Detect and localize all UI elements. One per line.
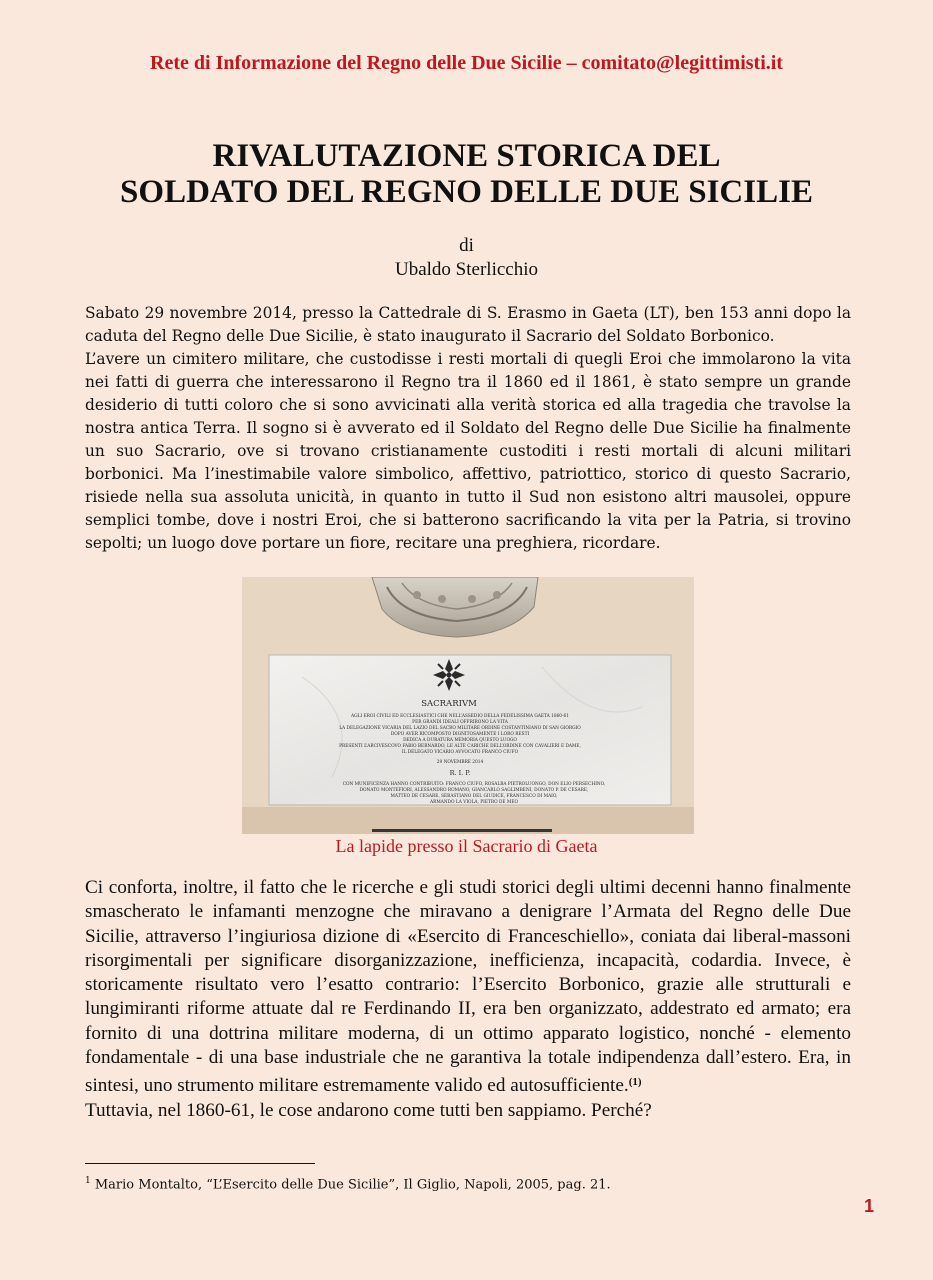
plaque-donor-line: DONATO MONTEFIORI, ALESSANDRO ROMANO, GIANCARLO SAGLIMBENI, DONATO P. DE CESARE, xyxy=(359,788,589,793)
document-title xyxy=(0,138,933,210)
intro-paragraph-2: L’avere un cimitero militare, che custodisse i resti mortali di quegli Eroi che immolarono la vita nei fatti di guerra che interessarono il Regno tra il 1860 ed il 1861, è stato sempre un grande desiderio di tutti coloro che si sono avvicinati alla verità storica ed alla tragedia che travolse la nostra antica Terra. Il sogno si è avverato ed il Soldato del Regno delle Due Sicilie ha finalmente un suo Sacrario, ove si trovano cristianamente custoditi i resti mortali di alcuni militari borbonici. Ma l’inestimabile valore simbolico, affettivo, patriottico, storico di questo Sacrario, risiede nella sua assoluta unicità, in quanto in tutto il Sud non esistono altri mausolei, oppure semplici tombe, dove i nostri Eroi, che si batterono sacrificando la vita per la Patria, si trovino sepolti; un luogo dove portare un fiore, recitare una preghiera, ricordare. xyxy=(85,350,851,552)
plaque-line: AGLI EROI CIVILI ED ECCLESIASTICI CHE NELL’ASSEDIO DELLA FEDELISSIMA GAETA 1860-61 xyxy=(351,714,569,719)
footnote-separator xyxy=(85,1163,315,1164)
plaque-donor-line: ARMANDO LA VIOLA, PIETRO DE MEO xyxy=(430,800,518,805)
plaque-line: DOPO AVER RICOMPOSTO DIGNITOSAMENTE I LORO RESTI xyxy=(390,732,530,737)
body-paragraph-2: Tuttavia, nel 1860-61, le cose andarono come tutti ben sappiamo. Perché? xyxy=(85,1099,652,1121)
byline-di: di xyxy=(459,235,474,256)
plaque-line: PER GRANDI IDEALI OFFRIRONO LA VITA xyxy=(412,720,508,725)
plaque-heading: SACRARIVM xyxy=(421,699,477,709)
plaque-photo xyxy=(242,577,694,834)
byline xyxy=(0,234,933,282)
body-paragraph-1-text: Ci conforta, inoltre, il fatto che le ricerche e gli studi storici degli ultimi decenni hanno finalmente smascherato le infamanti menzogne che miravano a denigrare l’Armata del Regno delle Due Sicilie, attraverso l’ingiuriosa dizione di «Esercito di Franceschiello», coniata dai liberal-massoni risorgimentali per significare disorganizzazione, inefficienza, incapacità, codardia. Invece, è storicamente risultato vero l’esatto contrario: l’Esercito Borbonico, grazie alle strutturali e lungimiranti riforme attuate dal re Ferdinando II, era ben organizzato, addestrato ed armato; era fornito di una dottrina militare moderna, di un ottimo apparato logistico, nonché - elemento fondamentale - di una base industriale che ne garantiva la totale indipendenza dall’estero. Era, in sintesi, uno strumento militare estremamente valido ed autosufficiente. xyxy=(85,877,851,1097)
footnote xyxy=(85,1172,851,1194)
intro-section xyxy=(85,302,851,555)
body-paragraph-1 xyxy=(85,876,851,1099)
page-number: 1 xyxy=(863,1196,874,1216)
photo-caption: La lapide presso il Sacrario di Gaeta xyxy=(335,836,598,856)
main-body xyxy=(85,876,851,1123)
plaque-line: PRESENTI L’ARCIVESCOVO FABIO BERNARDO, LE ALTE CARICHE DELL’ORDINE CON CAVALIERI E DAME, xyxy=(339,744,581,749)
plaque-line: IL DELEGATO VICARIO AVVOCATO FRANCO CIUFO xyxy=(401,750,519,755)
plaque-line: LA DELEGAZIONE VICARIA DEL LAZIO DEL SACRO MILITARE ORDINE COSTANTINIANO DI SAN GIORGIO xyxy=(339,726,581,731)
plaque-illustration xyxy=(242,577,694,834)
author-name: Ubaldo Sterlicchio xyxy=(395,259,538,280)
plaque-donor-line: CON MUNIFICENZA HANNO CONTRIBUITO: FRANCO CIUFO, ROSALBA PIETROLUONGO, DON ELIO PERSECHINO, xyxy=(342,782,606,787)
plaque-line: DEDICA A DURATURA MEMORIA QUESTO LUOGO xyxy=(403,738,517,743)
footnote-text: Mario Montalto, “L’Esercito delle Due Sicilie”, Il Giglio, Napoli, 2005, pag. 21. xyxy=(90,1177,611,1193)
page-header: Rete di Informazione del Regno delle Due Sicilie – comitato@legittimisti.it xyxy=(150,52,783,74)
plaque-rip: R. I. P. xyxy=(449,769,471,777)
title-line-1: RIVALUTAZIONE STORICA DEL xyxy=(212,138,721,174)
plaque-donor-line: MATTEO DE CESARE, SEBASTIANO DEL GIUDICE, FRANCESCO DI MAIO, xyxy=(390,794,558,799)
title-line-2: SOLDATO DEL REGNO DELLE DUE SICILIE xyxy=(120,174,813,210)
footnote-reference[interactable]: (1) xyxy=(628,1076,642,1089)
plaque-date: 29 NOVEMBRE 2014 xyxy=(436,760,484,765)
footnote-mark: 1 xyxy=(85,1176,91,1186)
intro-paragraph-1: Sabato 29 novembre 2014, presso la Cattedrale di S. Erasmo in Gaeta (LT), ben 153 anni dopo la caduta del Regno delle Due Sicilie, è stato inaugurato il Sacrario del Soldato Borbonico. xyxy=(85,304,851,345)
